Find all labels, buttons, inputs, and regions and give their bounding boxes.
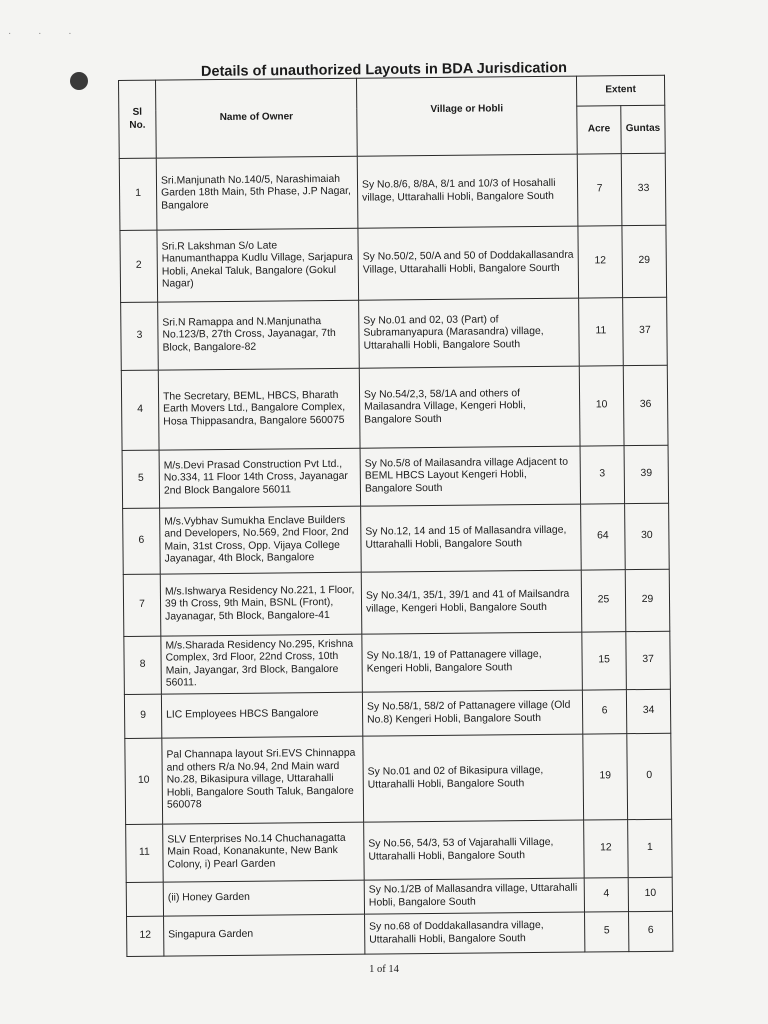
- sl-no: 12: [127, 916, 164, 956]
- table-row: [121, 297, 668, 370]
- extent-acre: 10: [579, 366, 624, 446]
- extent-guntas: 37: [623, 297, 668, 365]
- sl-no: 10: [125, 738, 163, 824]
- extent-acre: 25: [581, 570, 626, 632]
- sl-no: [126, 882, 163, 916]
- sl-no: 7: [123, 574, 161, 636]
- page-number: 1 of 14: [369, 964, 399, 975]
- extent-guntas: 29: [622, 225, 667, 297]
- sl-no: 11: [126, 824, 164, 882]
- table-row: [125, 733, 672, 824]
- scan-specks: · · ·: [8, 28, 84, 39]
- extent-acre: 19: [583, 734, 628, 820]
- table-row: [122, 445, 669, 508]
- extent-acre: 15: [582, 632, 627, 690]
- extent-guntas: 10: [628, 877, 672, 911]
- extent-guntas: 30: [625, 503, 670, 569]
- extent-acre: 5: [585, 912, 629, 952]
- village-hobli: Sy No.5/8 of Mailasandra village Adjacent to BEML HBCS Layout Kengeri Hobli, Bangalore South: [360, 446, 581, 506]
- extent-acre: 64: [581, 504, 626, 570]
- page-title: Details of unauthorized Layouts in BDA Jurisdication: [200, 60, 568, 80]
- village-hobli: Sy No.01 and 02 of Bikasipura village, Uttarahalli Hobli, Bangalore South: [363, 734, 584, 822]
- header-sl-no: Sl No.: [119, 80, 157, 158]
- sl-no: 8: [124, 636, 162, 694]
- owner-name: Pal Channapa layout Sri.EVS Chinnappa and others R/a No.94, 2nd Main ward No.28, Bikasipura village, Uttarahalli Hobli, Bangalore South Taluk, Bangalore 560078: [162, 736, 364, 824]
- table-row: [127, 911, 673, 956]
- extent-guntas: 39: [624, 445, 669, 503]
- extent-acre: 11: [579, 298, 624, 366]
- header-acre: Acre: [577, 106, 621, 154]
- owner-name: Singapura Garden: [164, 914, 365, 956]
- village-hobli: Sy No.1/2B of Mallasandra village, Uttarahalli Hobli, Bangalore South: [364, 878, 584, 914]
- table-row: [124, 689, 670, 738]
- table-row: [126, 877, 672, 916]
- extent-guntas: 1: [628, 819, 673, 877]
- owner-name: (ii) Honey Garden: [163, 880, 364, 916]
- owner-name: M/s.Ishwarya Residency No.221, 1 Floor, 39 th Cross, 9th Main, BSNL (Front), Jayanagar, 5th Block, Bangalore-41: [160, 572, 362, 636]
- extent-guntas: 0: [627, 733, 672, 819]
- village-hobli: Sy no.68 of Doddakallasandra village, Uttarahalli Hobli, Bangalore South: [365, 912, 585, 954]
- sl-no: 1: [119, 158, 157, 230]
- layouts-table: [118, 75, 673, 957]
- village-hobli: Sy No.34/1, 35/1, 39/1 and 41 of Mailsandra village, Kengeri Hobli, Bangalore South: [361, 570, 582, 634]
- extent-acre: 4: [584, 878, 628, 912]
- owner-name: M/s.Devi Prasad Construction Pvt Ltd., No.334, 11 Floor 14th Cross, Jayanagar 2nd Block Bangalore 56011: [159, 448, 361, 508]
- village-hobli: Sy No.50/2, 50/A and 50 of Doddakallasandra Village, Uttarahalli Hobli, Bangalore Sourth: [358, 226, 579, 300]
- sl-no: 4: [121, 370, 159, 450]
- sl-no: 5: [122, 450, 160, 508]
- village-hobli: Sy No.8/6, 8/8A, 8/1 and 10/3 of Hosahalli village, Uttarahalli Hobli, Bangalore South: [357, 154, 578, 228]
- extent-guntas: 37: [626, 631, 671, 689]
- extent-acre: 3: [580, 446, 625, 504]
- header-owner: Name of Owner: [156, 78, 358, 158]
- owner-name: M/s.Sharada Residency No.295, Krishna Complex, 3rd Floor, 22nd Cross, 10th Main, Jayangar, 3rd Block, Bangalore 56011.: [161, 634, 363, 694]
- header-village: Village or Hobli: [356, 76, 577, 156]
- village-hobli: Sy No.54/2,3, 58/1A and others of Mailasandra Village, Kengeri Hobli, Bangalore South: [359, 366, 580, 448]
- header-extent: Extent: [576, 75, 664, 106]
- extent-acre: 12: [578, 226, 623, 298]
- extent-acre: 12: [584, 820, 629, 878]
- table-row: [121, 365, 668, 450]
- header-guntas: Guntas: [621, 105, 665, 153]
- extent-guntas: 29: [625, 569, 670, 631]
- owner-name: Sri.R Lakshman S/o Late Hanumanthappa Kudlu Village, Sarjapura Hobli, Anekal Taluk, Bangalore (Gokul Nagar): [157, 228, 359, 302]
- table-row: [123, 503, 670, 574]
- owner-name: LIC Employees HBCS Bangalore: [161, 692, 362, 738]
- village-hobli: Sy No.12, 14 and 15 of Mallasandra village, Uttarahalli Hobli, Bangalore South: [361, 504, 582, 572]
- sl-no: 2: [120, 230, 158, 302]
- table-row: [126, 819, 673, 882]
- owner-name: SLV Enterprises No.14 Chuchanagatta Main Road, Konanakunte, New Bank Colony, i) Pearl Garden: [163, 822, 365, 882]
- owner-name: M/s.Vybhav Sumukha Enclave Builders and Developers, No.569, 2nd Floor, 2nd Main, 31st Cross, Opp. Vijaya College Jayanagar, 4th Block, Bangalore: [160, 506, 362, 574]
- owner-name: The Secretary, BEML, HBCS, Bharath Earth Movers Ltd., Bangalore Complex, Hosa Thippasandra, Bangalore 560075: [158, 368, 360, 450]
- table-row: [124, 631, 671, 694]
- village-hobli: Sy No.58/1, 58/2 of Pattanagere village (Old No.8) Kengeri Hobli, Bangalore South: [362, 690, 582, 736]
- extent-guntas: 34: [626, 689, 670, 733]
- extent-acre: 6: [582, 690, 626, 734]
- table-row: [123, 569, 670, 636]
- village-hobli: Sy No.01 and 02, 03 (Part) of Subramanyapura (Marasandra) village, Uttarahalli Hobli, Bangalore South: [359, 298, 580, 368]
- owner-name: Sri.Manjunath No.140/5, Narashimaiah Garden 18th Main, 5th Phase, J.P Nagar, Bangalore: [156, 156, 358, 230]
- extent-guntas: 36: [623, 365, 668, 445]
- village-hobli: Sy No.56, 54/3, 53 of Vajarahalli Village, Uttarahalli Hobli, Bangalore South: [364, 820, 585, 880]
- village-hobli: Sy No.18/1, 19 of Pattanagere village, Kengeri Hobli, Bangalore South: [362, 632, 583, 692]
- sl-no: 9: [124, 694, 161, 738]
- extent-acre: 7: [577, 154, 622, 226]
- extent-guntas: 6: [629, 911, 673, 951]
- owner-name: Sri.N Ramappa and N.Manjunatha No.123/B, 27th Cross, Jayanagar, 7th Block, Bangalore-82: [158, 300, 360, 370]
- table-row: [120, 225, 667, 302]
- sl-no: 6: [123, 508, 161, 574]
- sl-no: 3: [121, 302, 159, 370]
- extent-guntas: 33: [621, 153, 666, 225]
- table-row: [119, 153, 666, 230]
